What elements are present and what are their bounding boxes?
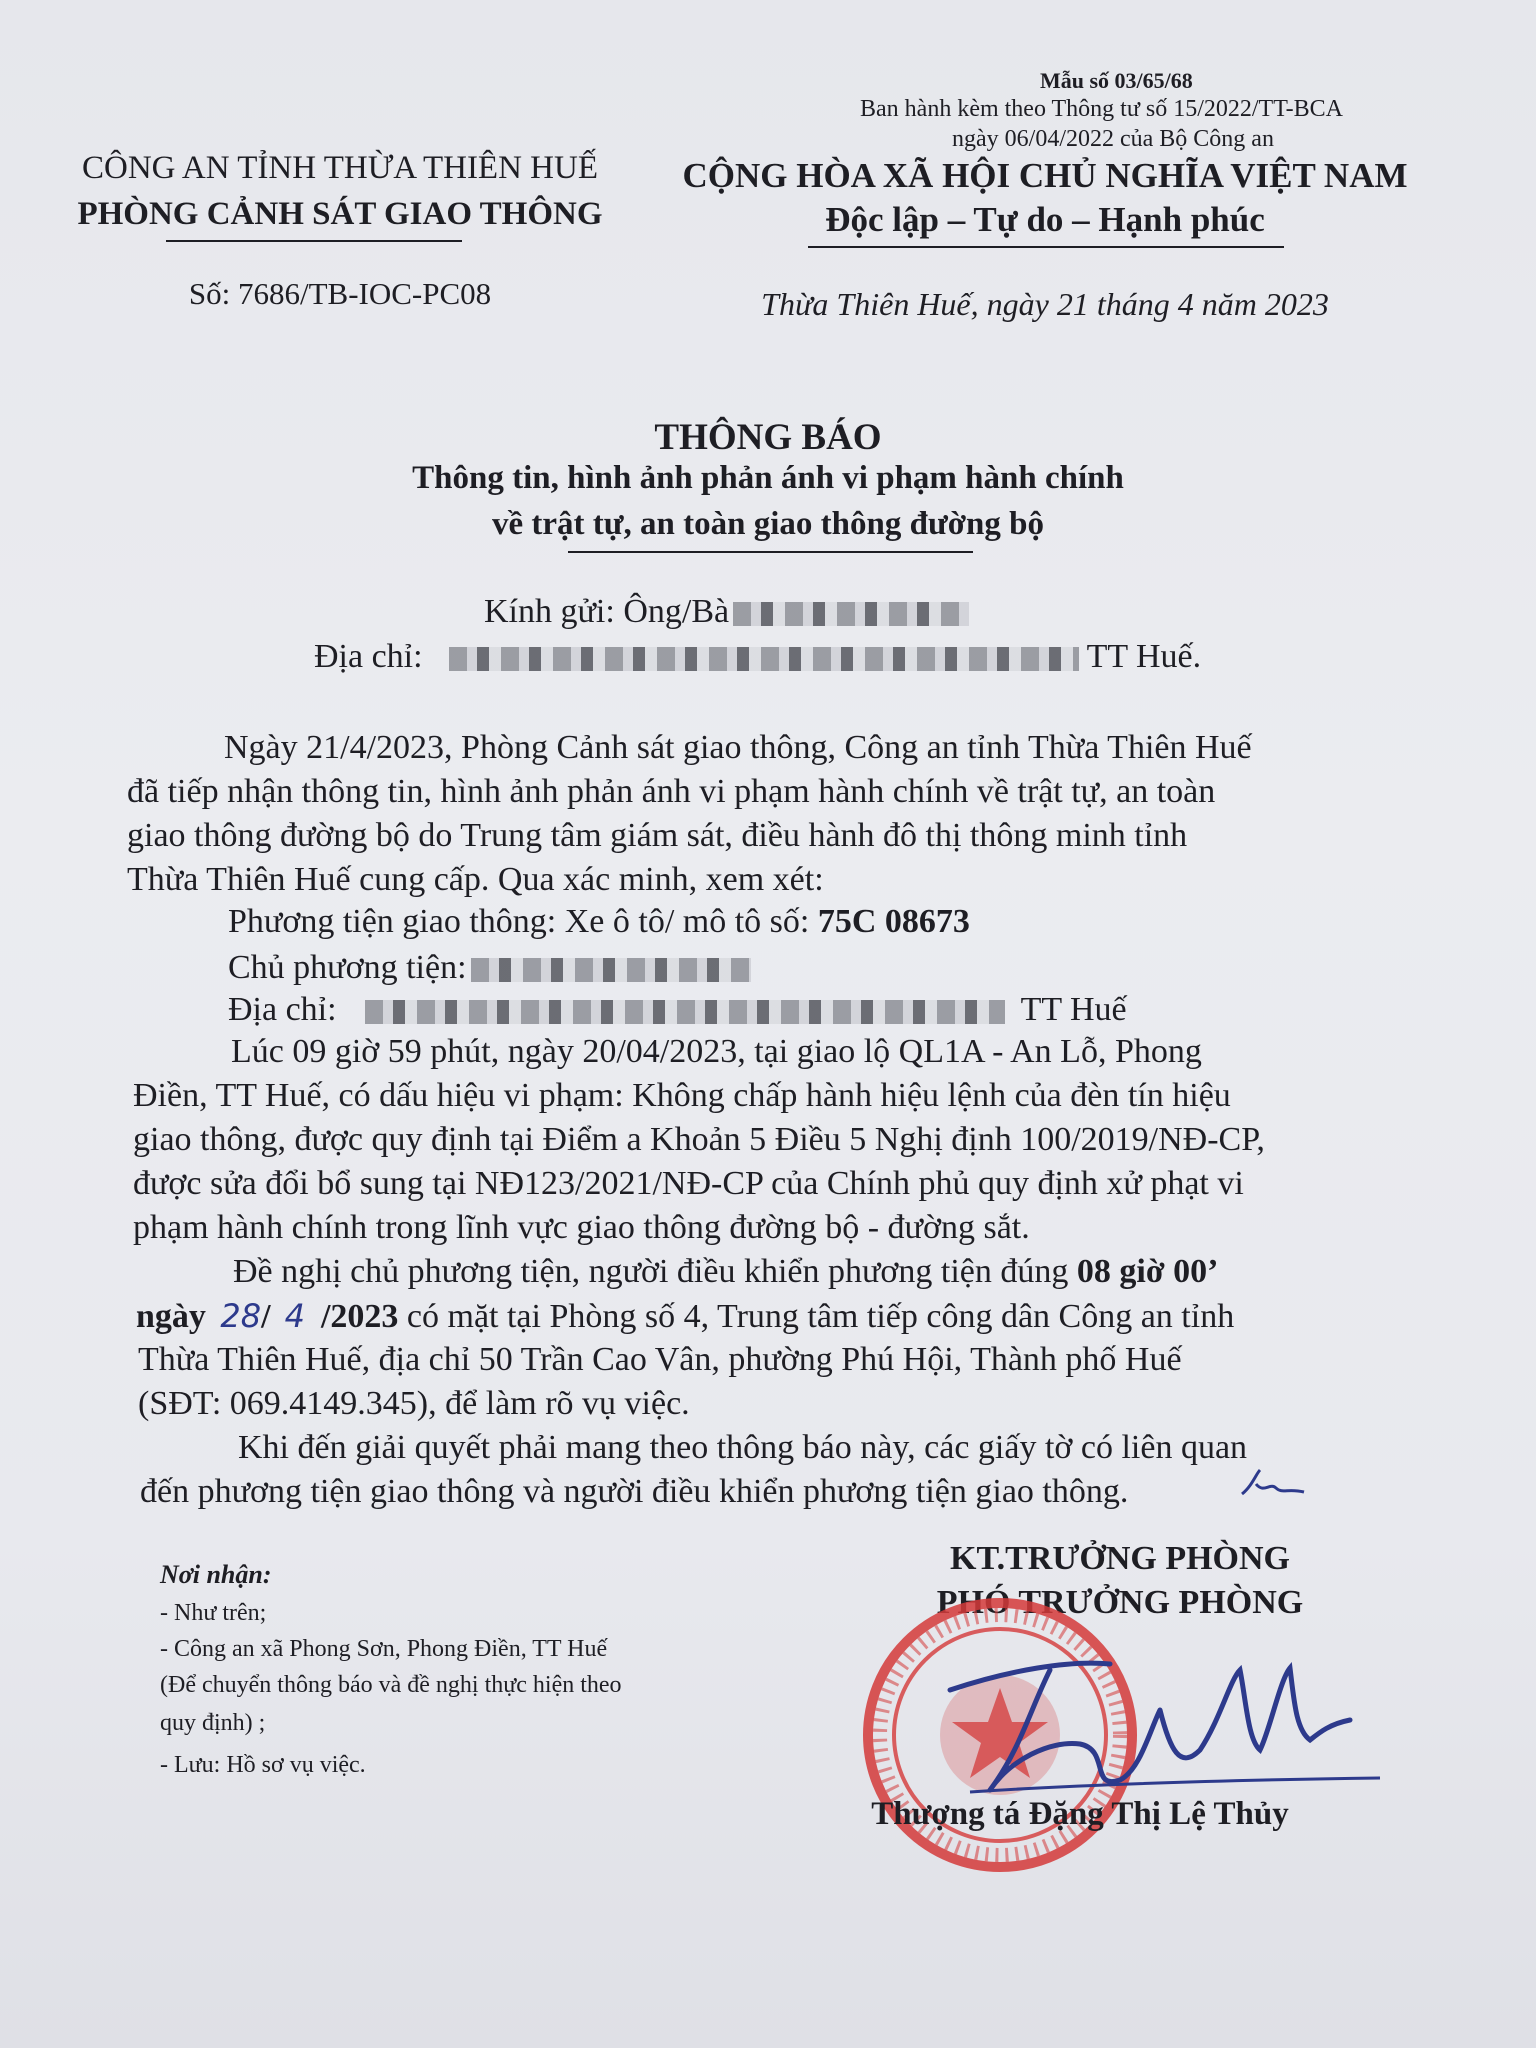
owner-address-label: Địa chỉ: [228, 991, 337, 1028]
body-p2-line-4: được sửa đổi bổ sung tại NĐ123/2021/NĐ-CP của Chính phủ quy định xử phạt vi [133, 1165, 1244, 1202]
form-number: Mẫu số 03/65/68 [1040, 68, 1193, 93]
body-p2-line-2: Điền, TT Huế, có dấu hiệu vi phạm: Không chấp hành hiệu lệnh của đèn tín hiệu [133, 1077, 1231, 1114]
vehicle-label: Phương tiện giao thông: Xe ô tô/ mô tô số: [228, 903, 810, 940]
body-p3-line-1 [233, 1250, 1219, 1294]
owner-address-tail: TT Huế [1020, 991, 1127, 1028]
recipient-item-3: (Để chuyển thông báo và đề nghị thực hiện theo [160, 1672, 622, 1698]
body-p3-line-3: Thừa Thiên Huế, địa chỉ 50 Trần Cao Vân, phường Phú Hội, Thành phố Huế [138, 1341, 1182, 1378]
recipient-item-2: - Công an xã Phong Sơn, Phong Điền, TT Huế [160, 1636, 608, 1662]
issued-by-line-2: ngày 06/04/2022 của Bộ Công an [952, 126, 1274, 152]
owner-label: Chủ phương tiện: [228, 949, 467, 986]
body-p1-line-3: giao thông đường bộ do Trung tâm giám sát, điều hành đô thị thông minh tỉnh [127, 817, 1188, 854]
agency-underline [166, 240, 462, 242]
place-and-date: Thừa Thiên Huế, ngày 21 tháng 4 năm 2023 [761, 286, 1329, 322]
body-p4-line-2: đến phương tiện giao thông và người điều khiển phương tiện giao thông. [140, 1473, 1129, 1510]
recipients-heading: Nơi nhận: [160, 1560, 272, 1589]
body-p1-line-1: Ngày 21/4/2023, Phòng Cảnh sát giao thông, Công an tỉnh Thừa Thiên Huế [224, 729, 1252, 766]
recipient-label: Kính gửi: Ông/Bà [484, 593, 730, 630]
handwritten-signature [930, 1640, 1390, 1800]
redacted-address [449, 647, 1079, 671]
recipient-item-4: quy định) ; [160, 1710, 266, 1736]
vehicle-plate: 75C 08673 [817, 903, 970, 940]
signer-title-1: KT.TRƯỞNG PHÒNG [950, 1540, 1290, 1577]
redacted-name [733, 602, 969, 626]
agency-parent: CÔNG AN TỈNH THỪA THIÊN HUẾ [81, 150, 598, 186]
body-p1-line-4: Thừa Thiên Huế cung cấp. Qua xác minh, xem xét: [127, 861, 824, 898]
document-title: THÔNG BÁO [654, 417, 882, 458]
recipient-item-5: - Lưu: Hồ sơ vụ việc. [160, 1752, 366, 1778]
meeting-request: Đề nghị chủ phương tiện, người điều khiển phương tiện đúng [233, 1253, 1069, 1290]
recipient-address-line [314, 635, 1201, 679]
handwritten-initial-mark [1238, 1464, 1308, 1504]
meeting-place: có mặt tại Phòng số 4, Trung tâm tiếp công dân Công an tỉnh [406, 1298, 1235, 1335]
vehicle-line [228, 900, 970, 944]
recipient-line [484, 590, 969, 634]
nation-name: CỘNG HÒA XÃ HỘI CHỦ NGHĨA VIỆT NAM [682, 156, 1408, 195]
redacted-owner-address [365, 1000, 1005, 1024]
redacted-owner [471, 958, 751, 982]
issued-by-line-1: Ban hành kèm theo Thông tư số 15/2022/TT-BCA [860, 96, 1343, 122]
recipient-address-tail: TT Huế. [1086, 638, 1202, 675]
body-p2-line-3: giao thông, được quy định tại Điểm a Khoản 5 Điều 5 Nghị định 100/2019/NĐ-CP, [133, 1121, 1265, 1158]
agency-name: PHÒNG CẢNH SÁT GIAO THÔNG [77, 196, 603, 232]
owner-address-line [228, 988, 1127, 1032]
recipient-address-label: Địa chỉ: [314, 638, 423, 675]
handwritten-month: 4 [284, 1297, 305, 1335]
meeting-time: 08 giờ 00’ [1076, 1253, 1219, 1290]
body-p4-line-1: Khi đến giải quyết phải mang theo thông báo này, các giấy tờ có liên quan [238, 1429, 1248, 1466]
signer-title-2: PHÓ TRƯỞNG PHÒNG [936, 1584, 1304, 1621]
recipient-item-1: - Như trên; [160, 1600, 267, 1626]
document-number: Số: 7686/TB-IOC-PC08 [188, 276, 492, 311]
title-underline [568, 551, 973, 553]
handwritten-day: 28 [220, 1297, 262, 1335]
owner-line [228, 946, 751, 990]
meeting-day-label: ngày [136, 1298, 206, 1335]
document-subtitle-2: về trật tự, an toàn giao thông đường bộ [491, 506, 1044, 542]
body-p3-line-2 [136, 1294, 1234, 1339]
body-p3-line-4: (SĐT: 069.4149.345), để làm rõ vụ việc. [138, 1385, 690, 1422]
national-motto: Độc lập – Tự do – Hạnh phúc [825, 200, 1265, 239]
document-subtitle-1: Thông tin, hình ảnh phản ánh vi phạm hành chính [412, 460, 1124, 496]
motto-underline [808, 246, 1284, 248]
date-separator: / [261, 1298, 271, 1335]
body-p2-line-5: phạm hành chính trong lĩnh vực giao thông đường bộ - đường sắt. [133, 1209, 1030, 1246]
meeting-year: /2023 [320, 1298, 399, 1335]
signer-name: Thượng tá Đặng Thị Lệ Thủy [871, 1796, 1289, 1832]
body-p2-line-1: Lúc 09 giờ 59 phút, ngày 20/04/2023, tại giao lộ QL1A - An Lỗ, Phong [231, 1033, 1202, 1070]
body-p1-line-2: đã tiếp nhận thông tin, hình ảnh phản ánh vi phạm hành chính về trật tự, an toàn [127, 773, 1216, 810]
